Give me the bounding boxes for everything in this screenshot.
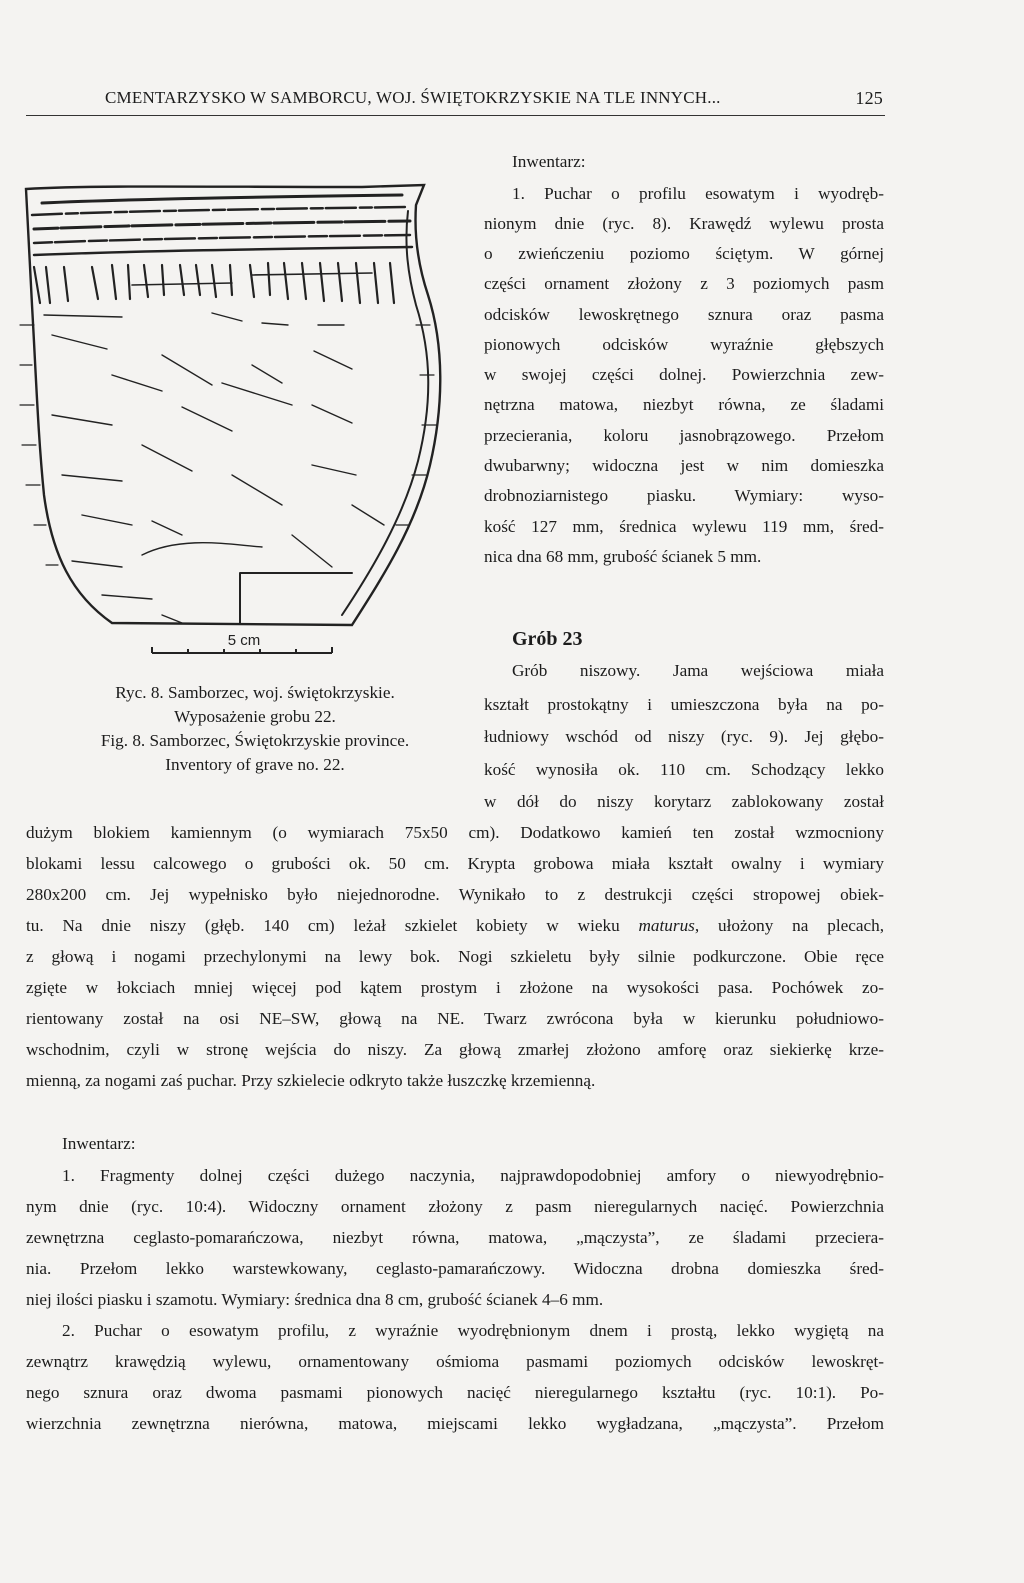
header-rule — [26, 115, 885, 116]
text-line: z głową i nogami przechylonymi na lewy bok. Nogi szkieletu były silnie podkurczone. Obie ręce — [26, 947, 884, 966]
running-title: CMENTARZYSKO W SAMBORCU, WOJ. ŚWIĘTOKRZYSKIE NA TLE INNYCH... — [105, 88, 721, 107]
text-line: nym dnie (ryc. 10:4). Widoczny ornament złożony z pasm nieregularnych nacięć. Powierzchnia — [26, 1197, 884, 1216]
text-line: wschodnim, czyli w stronę wejścia do niszy. Za głową zmarłej złożono amforę oraz siekierkę krze- — [26, 1040, 884, 1059]
text-line: w swojej części dolnej. Powierzchnia zew- — [484, 365, 884, 384]
text-span: tu. Na dnie niszy (głęb. 140 cm) leżał szkielet kobiety w wieku — [26, 916, 639, 935]
text-line: wierzchnia zewnętrzna nierówna, matowa, miejscami lekko wygładzana, „mączysta”. Przełom — [26, 1414, 884, 1433]
text-line: 1. Puchar o profilu esowatym i wyodręb- — [512, 184, 884, 203]
text-line — [26, 915, 884, 937]
text-line: w dół do niszy korytarz zablokowany został — [484, 792, 884, 811]
text-line: części ornament złożony z 3 poziomych pasm — [484, 274, 884, 293]
caption-line: Wyposażenie grobu 22. — [174, 707, 336, 726]
text-span: , ułożony na plecach, — [694, 916, 885, 935]
text-line: drobnoziarnistego piasku. Wymiary: wyso- — [484, 486, 884, 505]
caption-line: Fig. 8. Samborzec, Świętokrzyskie province. — [100, 731, 410, 750]
text-line: zewnętrzna ceglasto-pomarańczowa, niezbyt równa, matowa, „mączysta”, ze śladami przeciera- — [26, 1228, 884, 1247]
vessel-drawing — [12, 175, 460, 665]
text-line: nego sznura oraz dwoma pasmami pionowych nacięć nieregularnego kształtu (ryc. 10:1). Po- — [26, 1383, 884, 1402]
latin-term: maturus — [638, 916, 695, 935]
text-line: 1. Fragmenty dolnej części dużego naczynia, najprawdopodobniej amfory o niewyodrębnio- — [62, 1166, 884, 1185]
text-line: kształt prostokątny i umieszczona była na po- — [484, 695, 884, 714]
text-line: pionowych odcisków wyraźnie głębszych — [484, 335, 884, 354]
text-line: nionym dnie (ryc. 8). Krawędź wylewu prosta — [484, 214, 884, 233]
text-line: nia. Przełom lekko warstewkowany, ceglasto-pamarańczowy. Widoczna drobna domieszka śred- — [26, 1259, 884, 1278]
text-line: przecierania, koloru jasnobrązowego. Przełom — [484, 426, 884, 445]
text-line: 2. Puchar o esowatym profilu, z wyraźnie wyodrębnionym dnem i prostą, lekko wygiętą na — [62, 1321, 884, 1340]
text-line: odcisków lewoskrętnego sznura oraz pasma — [484, 305, 884, 324]
text-line: dużym blokiem kamiennym (o wymiarach 75x50 cm). Dodatkowo kamień ten został wzmocniony — [26, 823, 884, 842]
text-line: 280x200 cm. Jej wypełnisko było niejednorodne. Wynikało to z destrukcji części stropowej obiek- — [26, 885, 884, 904]
vessel-section-inner — [342, 211, 428, 615]
text-line: nica dna 68 mm, grubość ścianek 5 mm. — [484, 547, 762, 566]
text-line: blokami lessu calcowego o grubości ok. 50 cm. Krypta grobowa miała kształt owalny i wymiary — [26, 854, 884, 873]
text-line: rientowany został na osi NE–SW, głową na NE. Twarz zwrócona była w kierunku południowo- — [26, 1009, 884, 1028]
scale-label: 5 cm — [227, 632, 261, 649]
vessel-base — [240, 573, 352, 623]
inventory-label: Inwentarz: — [62, 1134, 136, 1153]
caption-line: Ryc. 8. Samborzec, woj. świętokrzyskie. — [115, 683, 395, 702]
caption-line: Inventory of grave no. 22. — [165, 755, 345, 774]
text-line: mienną, za nogami zaś puchar. Przy szkielecie odkryto także łuszczkę krzemienną. — [26, 1071, 596, 1090]
text-line: zgięte w łokciach mniej więcej pod kątem prostym i złożone na wysokości pasa. Pochówek zo- — [26, 978, 884, 997]
text-line: Grób niszowy. Jama wejściowa miała — [512, 661, 884, 680]
text-line: kość 127 mm, średnica wylewu 119 mm, śred- — [484, 517, 884, 536]
text-line: łudniowy wschód od niszy (ryc. 9). Jej głębo- — [484, 727, 884, 746]
text-line: zewnątrz krawędzią wylewu, ornamentowany ośmioma pasmami poziomych odcisków lewoskręt- — [26, 1352, 884, 1371]
text-line: dwubarwny; widoczna jest w nim domieszka — [484, 456, 884, 475]
text-line: kość wynosiła ok. 110 cm. Schodzący lekko — [484, 760, 884, 779]
page-number: 125 — [855, 88, 883, 108]
section-heading: Grób 23 — [512, 628, 583, 650]
inventory-label: Inwentarz: — [512, 152, 586, 171]
text-line: nętrzna matowa, niezbyt równa, ze śladami — [484, 395, 884, 414]
text-line: niej ilości piasku i szamotu. Wymiary: średnica dna 8 cm, grubość ścianek 4–6 mm. — [26, 1290, 604, 1309]
figure-caption — [60, 681, 450, 777]
text-line: o zwieńczeniu poziomo ściętym. W górnej — [484, 244, 884, 263]
